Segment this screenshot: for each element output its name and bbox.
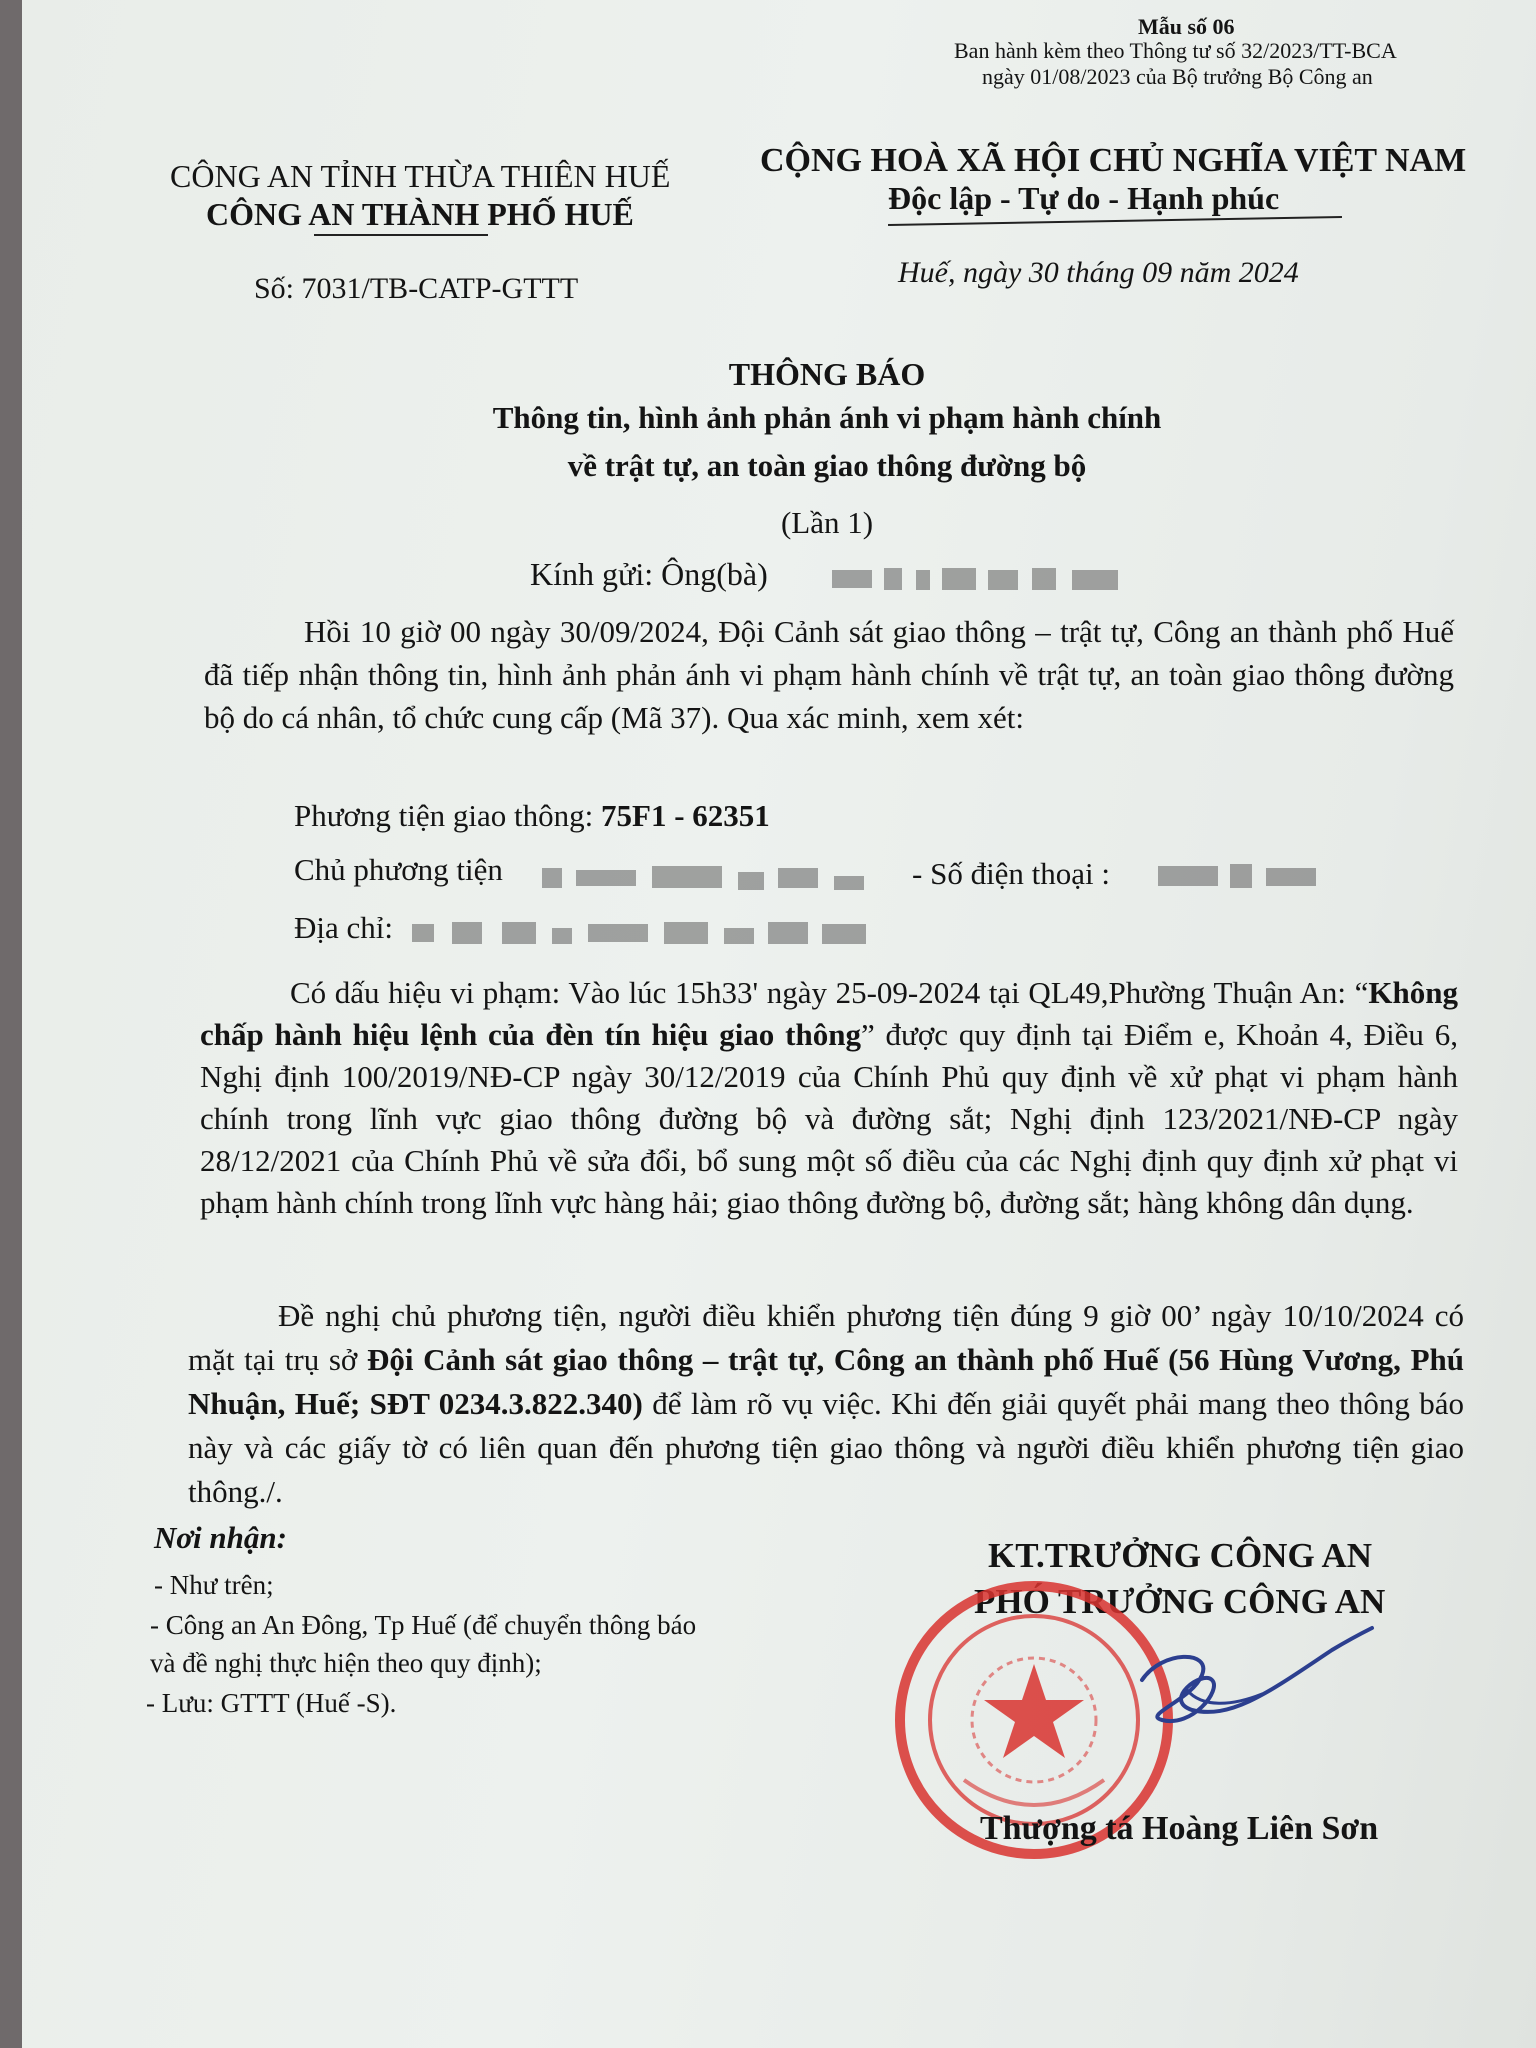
phone-label: - Số điện thoại : bbox=[912, 856, 1111, 891]
vehicle-line bbox=[294, 798, 770, 834]
recipients-line-3: và đề nghị thực hiện theo quy định); bbox=[150, 1648, 542, 1678]
vehicle-label: Phương tiện giao thông: bbox=[294, 798, 602, 833]
request-location: Đội Cảnh sát giao thông – trật tự, Công an thành phố Huế (56 Hùng Vương, Phú Nhuận, Huế; SĐT 0234.3.822.340) bbox=[188, 1342, 1464, 1421]
form-issued-line2: ngày 01/08/2023 của Bộ trưởng Bộ Công an bbox=[982, 64, 1373, 89]
form-issued-line1: Ban hành kèm theo Thông tư số 32/2023/TT-BCA bbox=[954, 38, 1397, 63]
request-text-a: Đề nghị chủ phương tiện, người điều khiển phương tiện đúng 9 giờ 00’ ngày 10/10/2024 có mặt tại trụ sở bbox=[188, 1298, 1464, 1377]
address-label: Địa chỉ: bbox=[294, 910, 393, 945]
recipients-line-4: - Lưu: GTTT (Huế -S). bbox=[146, 1688, 397, 1718]
recipients-label: Nơi nhận: bbox=[154, 1520, 287, 1555]
paragraph-violation bbox=[200, 972, 1458, 1224]
doc-round: (Lần 1) bbox=[780, 505, 874, 540]
recipients-line-1: - Như trên; bbox=[154, 1570, 274, 1600]
recipients-line-2: - Công an An Đông, Tp Huế (để chuyển thông báo bbox=[150, 1610, 697, 1640]
document-page bbox=[22, 0, 1536, 2048]
paragraph-receipt: Hồi 10 giờ 00 ngày 30/09/2024, Đội Cảnh sát giao thông – trật tự, Công an thành phố Huế đã tiếp nhận thông tin, hình ảnh phản ánh vi phạm hành chính về trật tự, an toàn giao thông đường bộ do cá nhân, tổ chức cung cấp (Mã 37). Qua xác minh, xem xét: bbox=[204, 614, 1454, 735]
doc-subtitle-2: về trật tự, an toàn giao thông đường bộ bbox=[567, 448, 1087, 483]
form-number: Mẫu số 06 bbox=[1138, 14, 1235, 39]
request-text-b: để làm rõ vụ việc. Khi đến giải quyết phải mang theo thông báo này và các giấy tờ có liên quan đến phương tiện giao thông và người điều khiển phương tiện giao thông./. bbox=[188, 1386, 1464, 1509]
redacted-owner bbox=[542, 864, 902, 892]
recipient-label: Kính gửi: Ông(bà) bbox=[530, 556, 768, 592]
handwritten-signature-icon bbox=[1102, 1620, 1382, 1760]
nation-title: CỘNG HOÀ XÃ HỘI CHỦ NGHĨA VIỆT NAM bbox=[760, 142, 1467, 179]
violation-title: Không chấp hành hiệu lệnh của đèn tín hiệu giao thông bbox=[200, 975, 1458, 1052]
motto: Độc lập - Tự do - Hạnh phúc bbox=[888, 180, 1280, 216]
vehicle-plate: 75F1 - 62351 bbox=[601, 798, 770, 833]
org-name: CÔNG AN THÀNH PHỐ HUẾ bbox=[206, 196, 634, 232]
motto-underline bbox=[888, 216, 1342, 226]
signer-name: Thượng tá Hoàng Liên Sơn bbox=[980, 1810, 1379, 1847]
redacted-address bbox=[412, 918, 882, 948]
doc-title: THÔNG BÁO bbox=[728, 356, 926, 392]
violation-text-b: ” được quy định tại Điểm e, Khoản 4, Điều 6, Nghị định 100/2019/NĐ-CP ngày 30/12/2019 của Chính Phủ quy định về xử phạt vi phạm hành chính trong lĩnh vực giao thông đường bộ và đường sắt; Nghị định 123/2021/NĐ-CP ngày 28/12/2021 của Chính Phủ về sửa đổi, bổ sung một số điều của các Nghị định quy định xử phạt vi phạm hành chính trong lĩnh vực hàng hải; giao thông đường bộ, đường sắt; hàng không dân dụng. bbox=[200, 1017, 1458, 1220]
violation-text-a: Có dấu hiệu vi phạm: Vào lúc 15h33' ngày 25-09-2024 tại QL49,Phường Thuận An: “ bbox=[290, 975, 1369, 1010]
redacted-recipient bbox=[832, 566, 1122, 592]
redacted-phone bbox=[1158, 860, 1338, 890]
signature-title-1: KT.TRƯỞNG CÔNG AN bbox=[988, 1536, 1373, 1575]
org-underline bbox=[314, 234, 488, 236]
document-number: Số: 7031/TB-CATP-GTTT bbox=[254, 272, 579, 305]
org-parent: CÔNG AN TỈNH THỪA THIÊN HUẾ bbox=[170, 158, 671, 194]
place-date: Huế, ngày 30 tháng 09 năm 2024 bbox=[898, 256, 1299, 289]
signature-title-2: PHÓ TRƯỞNG CÔNG AN bbox=[974, 1582, 1386, 1621]
doc-subtitle-1: Thông tin, hình ảnh phản ánh vi phạm hành chính bbox=[492, 400, 1162, 435]
paragraph-request bbox=[188, 1294, 1464, 1514]
owner-label: Chủ phương tiện bbox=[294, 852, 503, 887]
